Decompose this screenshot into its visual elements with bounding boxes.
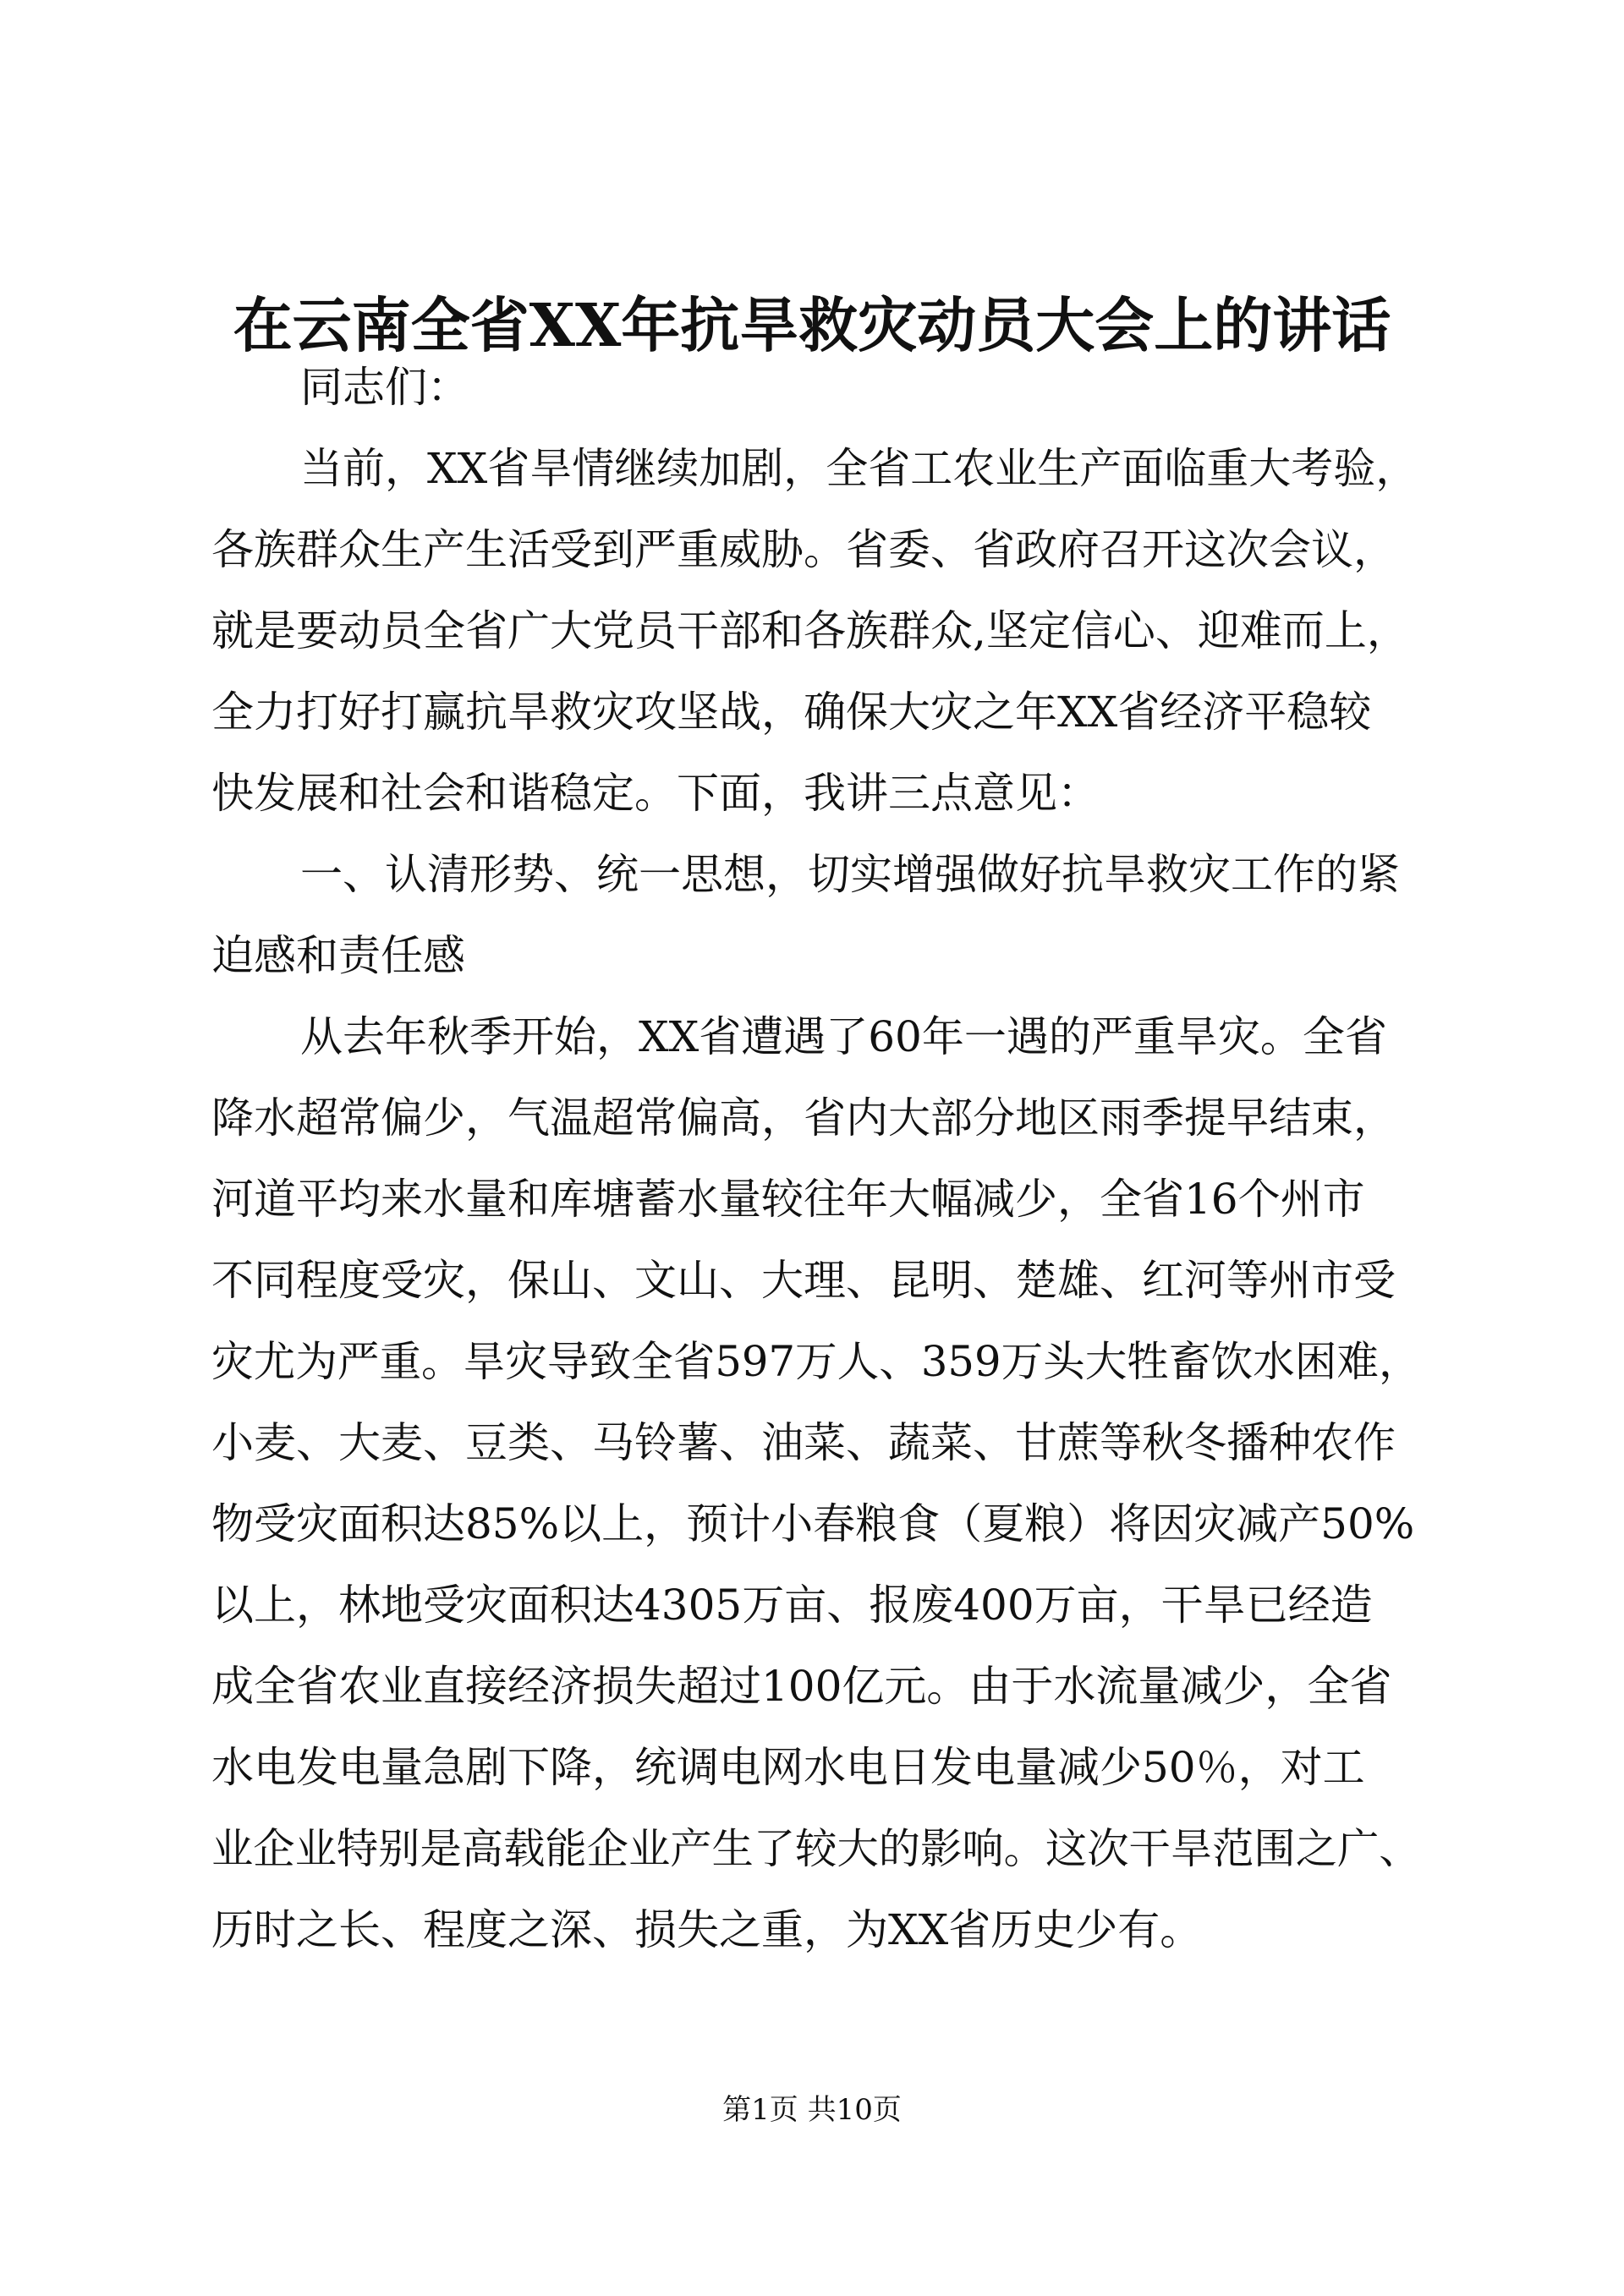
paragraph-line: 物受灾面积达85%以上，预计小春粮食（夏粮）将因灾减产50%: [211, 1499, 1415, 1548]
salutation-line: 同志们：: [300, 363, 469, 412]
paragraph-line: 当前，XX省旱情继续加剧，全省工农业生产面临重大考验，: [300, 444, 1418, 493]
paragraph-line: 降水超常偏少，气温超常偏高，省内大部分地区雨季提早结束，: [211, 1093, 1396, 1143]
paragraph-line: 不同程度受灾，保山、文山、大理、昆明、楚雄、红河等州市受: [211, 1256, 1396, 1305]
paragraph-line: 从去年秋季开始，XX省遭遇了60年一遇的严重旱灾。全省: [300, 1012, 1387, 1061]
paragraph-line: 水电发电量急剧下降，统调电网水电日发电量减少50％，对工: [211, 1743, 1365, 1792]
paragraph-line: 历时之长、程度之深、损失之重，为XX省历史少有。: [211, 1905, 1203, 1954]
paragraph-line: 快发展和社会和谐稳定。下面，我讲三点意见：: [211, 769, 1100, 818]
paragraph-line: 全力打好打赢抗旱救灾攻坚战，确保大灾之年XX省经济平稳较: [211, 688, 1372, 737]
document-body: [211, 347, 1421, 1970]
paragraph-line: 业企业特别是高载能企业产生了较大的影响。这次干旱范围之广、: [211, 1824, 1421, 1873]
paragraph-line: 小麦、大麦、豆类、马铃薯、油菜、蔬菜、甘蔗等秋冬播种农作: [211, 1418, 1396, 1467]
page-number-footer: 第1页 共10页: [722, 2093, 902, 2127]
section-heading-line: 迫感和责任感: [211, 931, 465, 980]
paragraph-line: 就是要动员全省广大党员干部和各族群众,坚定信心、迎难而上，: [211, 606, 1409, 655]
paragraph-line: 成全省农业直接经济损失超过100亿元。由于水流量减少，全省: [211, 1662, 1392, 1711]
document-title: 在云南全省XX年抗旱救灾动员大会上的讲话: [233, 290, 1391, 360]
paragraph-line: 灾尤为严重。旱灾导致全省597万人、359万头大牲畜饮水困难，: [211, 1337, 1421, 1386]
section-heading-line: 一、认清形势、统一思想，切实增强做好抗旱救灾工作的紧: [300, 850, 1400, 899]
paragraph-line: 各族群众生产生活受到严重威胁。省委、省政府召开这次会议，: [211, 525, 1396, 574]
paragraph-line: 以上，林地受灾面积达4305万亩、报废400万亩，干旱已经造: [211, 1581, 1373, 1630]
paragraph-line: 河道平均来水量和库塘蓄水量较往年大幅减少，全省16个州市: [211, 1175, 1365, 1224]
